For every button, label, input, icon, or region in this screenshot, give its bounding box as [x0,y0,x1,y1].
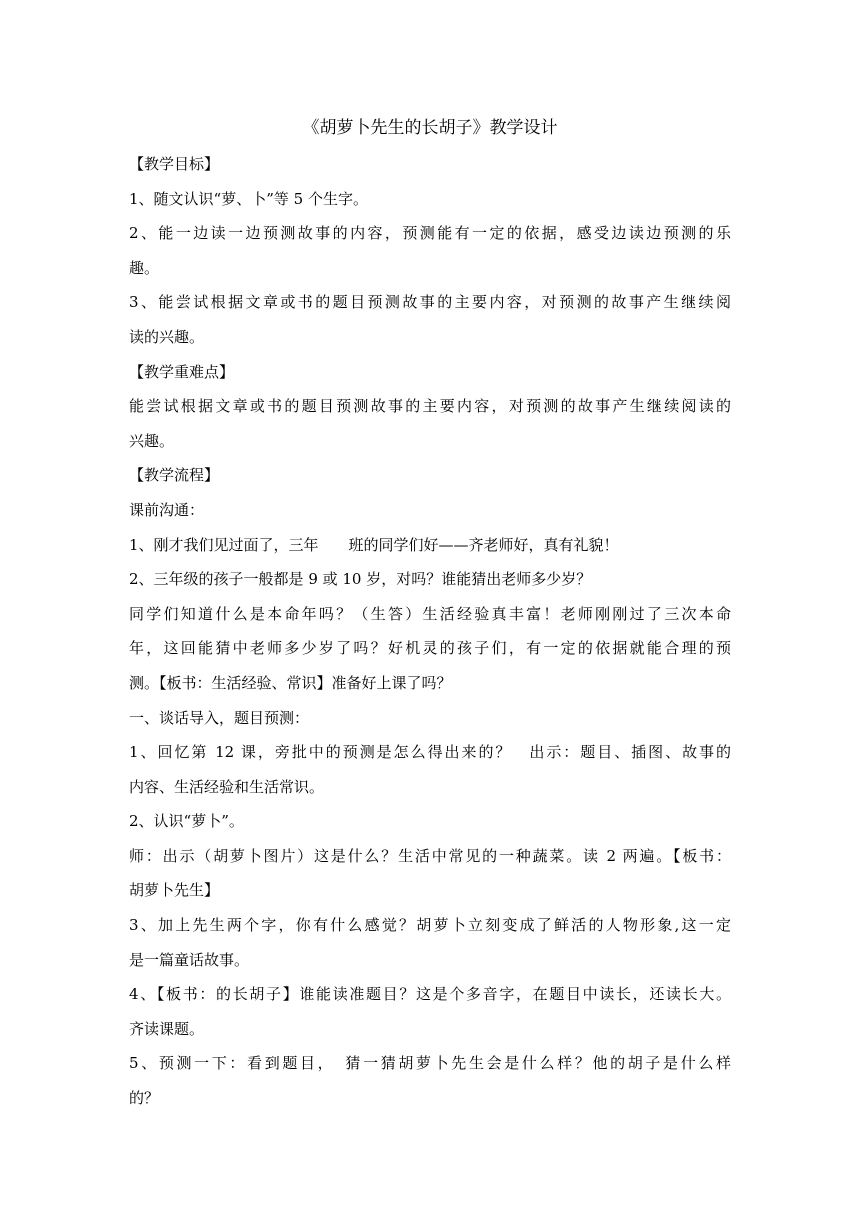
text-line: 师：出示（胡萝卜图片）这是什么？生活中常见的一种蔬菜。读 2 两遍。【板书： [129,846,731,865]
text-line: 1、随文认识“萝、卜”等 5 个生字。 [129,189,368,208]
text-line: 3、能尝试根据文章或书的题目预测故事的主要内容，对预测的故事产生继续阅 [129,293,731,312]
text-line: 课前沟通： [129,500,205,519]
text-line: 2、三年级的孩子一般都是 9 或 10 岁，对吗？谁能猜出老师多少岁？ [129,570,592,589]
text-line: 内容、生活经验和生活常识。 [129,777,325,796]
text-line: 5、预测一下：看到题目， 猜一猜胡萝卜先生会是什么样？他的胡子是什么样 [129,1054,731,1073]
text-line: 能尝试根据文章或书的题目预测故事的主要内容，对预测的故事产生继续阅读的 [129,397,731,416]
text-line: 是一篇童话故事。 [129,950,250,969]
text-line: 【教学目标】 [129,155,220,173]
text-line: 3、加上先生两个字，你有什么感觉？胡萝卜立刻变成了鲜活的人物形象,这一定 [129,916,731,935]
text-line: 兴趣。 [129,431,175,450]
document-title: 《胡萝卜先生的长胡子》教学设计 [302,118,558,138]
text-line: 年，这回能猜中老师多少岁了吗？好机灵的孩子们，有一定的依据就能合理的预 [129,639,731,658]
text-line: 的？ [129,1089,160,1108]
text-line: 【教学流程】 [129,466,220,485]
text-line: 测。【板书：生活经验、常识】准备好上课了吗？ [129,673,452,692]
text-line: 读的兴趣。 [129,327,205,346]
text-line: 一、谈话导入，题目预测： [129,708,310,727]
text-line: 【教学重难点】 [129,362,235,381]
text-line: 齐读课题。 [129,1019,205,1038]
text-line: 2、能一边读一边预测故事的内容，预测能有一定的依据，感受边读边预测的乐 [129,224,731,243]
text-line: 1、回忆第 12 课，旁批中的预测是怎么得出来的？ 出示：题目、插图、故事的 [129,743,731,762]
text-line: 同学们知道什么是本命年吗？（生答）生活经验真丰富！老师刚刚过了三次本命 [129,604,731,623]
document-body [129,153,731,1122]
text-line: 4、【板书：的长胡子】谁能读准题目？这是个多音字，在题目中读长，还读长大。 [129,985,731,1004]
text-line: 趣。 [129,258,160,277]
text-line: 2、认识“萝卜”。 [129,812,244,831]
text-line: 胡萝卜先生】 [129,881,220,900]
text-line: 1、刚才我们见过面了，三年 班的同学们好——齐老师好，真有礼貌！ [129,535,619,554]
